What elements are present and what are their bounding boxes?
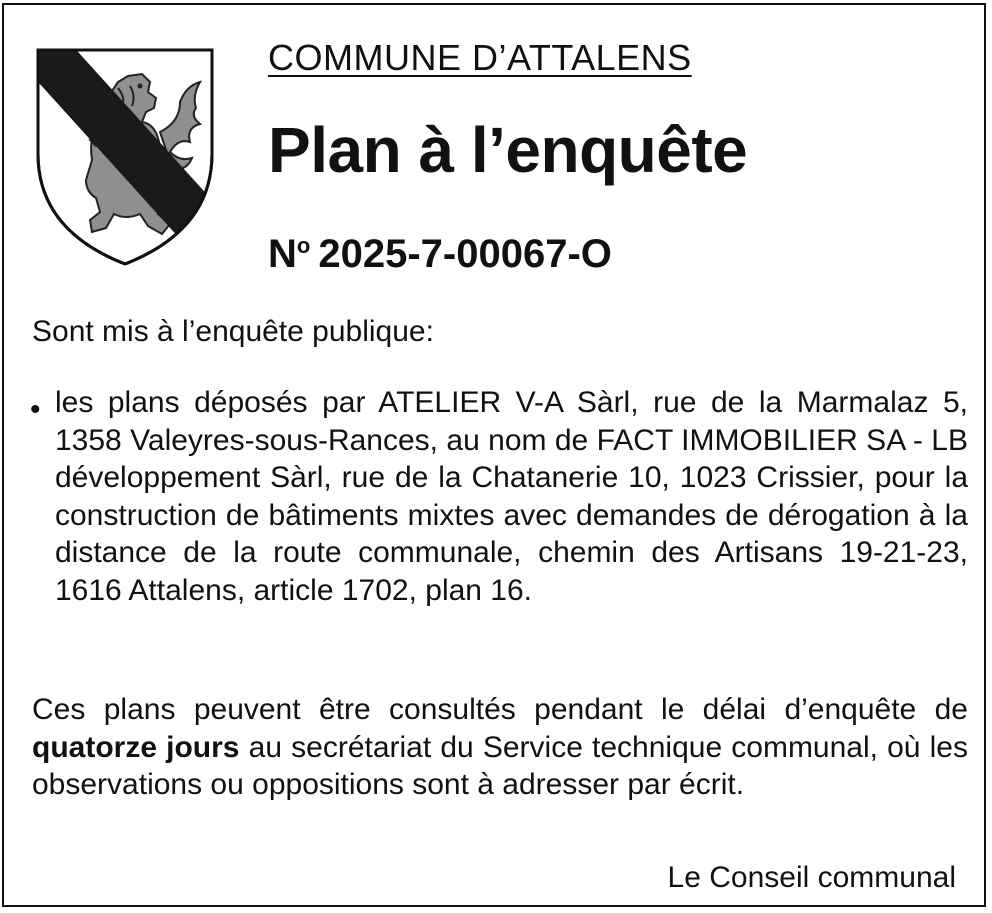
commune-name: COMMUNE D’ATTALENS [268,37,692,78]
notice-number [268,220,612,280]
public-notice [2,3,986,907]
consult-duration: quatorze jours [32,730,240,764]
number-superscript: o [296,233,311,258]
consultation-paragraph [32,691,968,804]
bullet-icon: • [30,393,41,426]
consult-text-after: au secrétariat du Service technique communal, où les observations ou oppositions sont à adresser par écrit. [32,730,968,801]
coat-of-arms-lion-icon [30,42,220,270]
number-prefix: N [268,232,297,276]
signature: Le Conseil communal [667,861,956,894]
consult-text-before: Ces plans peuvent être consultés pendant le délai d’enquête de [32,693,968,726]
page-title: Plan à l’enquête [268,114,748,186]
intro-text: Sont mis à l’enquête publique: [32,315,434,348]
bullet-item-text: les plans déposés par ATELIER V-A Sàrl, rue de la Marmalaz 5, 1358 Valeyres-sous-Rances, au nom de FACT IMMOBILIER SA - LB développement Sàrl, rue de la Chatanerie 10, 1023 Crissier, pour la construction de bâtiments mixtes avec demandes de dérogation à la distance de la route communale, chemin des Artisans 19-21-23, 1616 Attalens, article 1702, plan 16. [55,386,968,607]
number-value: 2025-7-00067-O [318,232,612,276]
